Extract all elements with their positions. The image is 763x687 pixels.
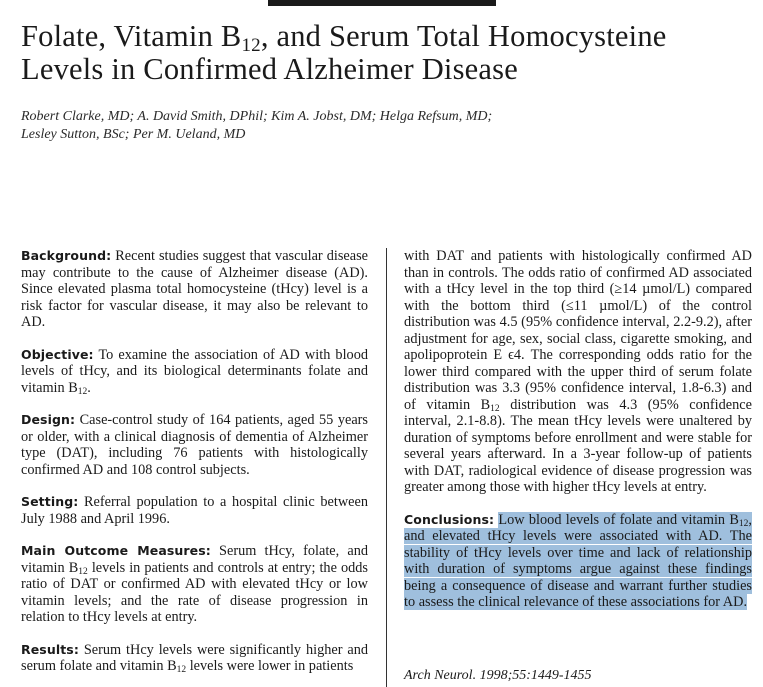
objective-subscript: 12 bbox=[77, 386, 88, 397]
design-heading: Design: bbox=[21, 412, 76, 427]
main-outcome-text: Serum tHcy, folate, and vitamin B bbox=[21, 543, 369, 576]
setting-heading: Setting: bbox=[21, 494, 79, 509]
results-subscript-2-cont: 12 bbox=[490, 403, 500, 414]
conclusions-subscript: 12 bbox=[738, 518, 749, 529]
header-bar bbox=[268, 0, 496, 6]
background-text: Recent studies suggest that vascular disease may contribute to the cause of Alzheimer disease (AD). Since elevated plasma total homocysteine (tHcy) level is a risk factor for vascular disease, it may also be relevant to AD. bbox=[21, 248, 368, 330]
authors-line1: Robert Clarke, MD; A. David Smith, DPhil; Kim A. Jobst, DM; Helga Refsum, MD; bbox=[21, 109, 493, 124]
title-line2: Levels in Confirmed Alzheimer Disease bbox=[21, 52, 518, 86]
background-heading: Background: bbox=[21, 248, 112, 263]
conclusions-text-end: , and elevated tHcy levels were associated with AD. The stability of tHcy levels over time and lack of relationship with duration of symptoms argue against these findings being a consequence of disease and warrant further studies to assess the clinical relevance of these associations for AD. bbox=[404, 511, 752, 610]
abstract-left-column bbox=[21, 248, 368, 675]
main-outcome-subscript: 12 bbox=[78, 566, 88, 577]
main-outcome-text-end: levels in patients and controls at entry; the odds ratio of DAT or confirmed AD with elevated tHcy or low vitamin levels; and the rate of disease progression in relation to tHcy levels at entry. bbox=[21, 559, 368, 625]
results-section bbox=[21, 642, 368, 675]
setting-text: Referral population to a hospital clinic between July 1988 and April 1996. bbox=[21, 494, 368, 527]
authors-line2: Lesley Sutton, BSc; Per M. Ueland, MD bbox=[21, 126, 246, 142]
abstract-right-column bbox=[404, 248, 752, 627]
results-text-part3-cont: distribution was 4.3 (95% confidence interval, 2.1-8.8). The mean tHcy levels were unaltered by duration of symptoms before enrollment and were stable for several years afterward. In a 3-year follow-up of patients with DAT, radiological evidence of disease progression was greater among those with higher tHcy levels at entry. bbox=[404, 396, 752, 495]
results-text-part2-cont: with DAT and patients with histologically confirmed AD than in controls. The odds ratio of confirmed AD associated with a tHcy level in the top third (≥14 µmol/L) compared with the bottom third (≤11 µmol/L) of the control distribution was 4.5 (95% confidence interval, 2.2-9.2), after adjustment for age, sex, social class, cigarette smoking, and apolipoprotein E ϵ4. The corresponding odds ratio for the lower third compared with the upper third of serum folate distribution was 3.3 (95% confidence interval, 1.8-6.3) and of vitamin B bbox=[404, 248, 752, 413]
results-text-part1: Serum tHcy levels were significantly higher and serum folate and vitamin B bbox=[21, 641, 368, 674]
conclusions-section bbox=[404, 512, 752, 611]
results-subscript-1: 12 bbox=[176, 665, 187, 675]
objective-heading: Objective: bbox=[21, 346, 94, 362]
objective-section bbox=[21, 347, 368, 397]
results-continuation bbox=[404, 248, 752, 496]
title-line1-main: Folate, Vitamin B bbox=[21, 19, 242, 53]
conclusions-heading: Conclusions: bbox=[404, 511, 495, 527]
results-heading: Results: bbox=[21, 641, 79, 657]
author-list bbox=[21, 108, 581, 143]
title-subscript: 12 bbox=[241, 35, 261, 56]
objective-text: To examine the association of AD with blood levels of tHcy, and its biological determinants folate and vitamin B bbox=[21, 346, 368, 396]
objective-text-end: . bbox=[87, 379, 91, 396]
journal-citation: Arch Neurol. 1998;55:1449-1455 bbox=[404, 668, 592, 683]
paper-title bbox=[21, 20, 751, 86]
main-outcome-section bbox=[21, 543, 368, 626]
design-section bbox=[21, 412, 368, 478]
title-line1-rest: , and Serum Total Homocysteine bbox=[260, 19, 667, 53]
background-section bbox=[21, 248, 368, 331]
setting-section bbox=[21, 494, 368, 527]
main-outcome-heading: Main Outcome Measures: bbox=[21, 543, 211, 558]
column-divider bbox=[386, 248, 387, 687]
conclusions-text: Low blood levels of folate and vitamin B bbox=[498, 511, 739, 528]
design-text: Case-control study of 164 patients, aged 55 years or older, with a clinical diagnosis of dementia of Alzheimer type (DAT), including 76 patients with histologically confirmed AD and 108 control subjects. bbox=[21, 412, 368, 478]
results-text-part2: levels were lower in patients bbox=[186, 658, 354, 674]
